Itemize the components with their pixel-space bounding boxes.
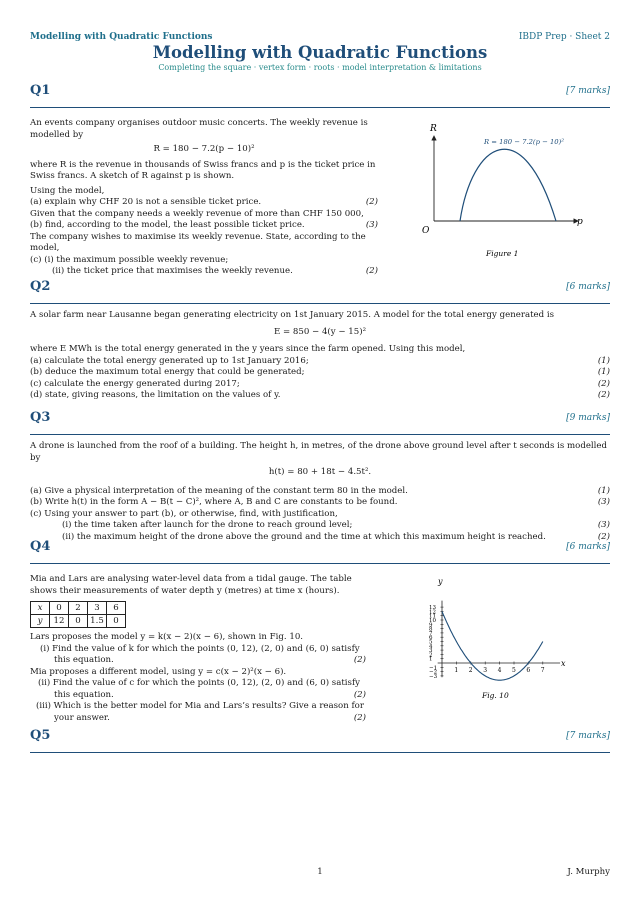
- q1-curve: [460, 149, 556, 221]
- x-tick-label: 1: [454, 667, 459, 674]
- running-header-title: Modelling with Quadratic Functions: [30, 32, 213, 42]
- q1-using: Using the model,: [30, 185, 105, 196]
- q2-part-b: (b) deduce the maximum total energy that could be generated; (1): [30, 367, 610, 377]
- q3-heading: [30, 410, 610, 435]
- q2-equation: E = 850 − 4(y − 15)²: [273, 326, 367, 337]
- q4-y-label: y: [438, 577, 443, 586]
- y-tick-label: 11: [429, 613, 436, 620]
- y-tick-label: 12: [429, 609, 436, 616]
- q1-body: [30, 118, 378, 278]
- q4-part-ii: (ii) Find the value of c for which the points (0, 12), (2, 0) and (6, 0) satisfy: [38, 678, 360, 688]
- q4-figure-caption: Fig. 10: [482, 691, 509, 700]
- x-tick-label: 6: [526, 667, 531, 674]
- page-number: 1: [317, 867, 323, 877]
- author-name: J. Murphy: [567, 867, 610, 877]
- x-tick-label: 5: [512, 667, 516, 674]
- q1-part-b: (b) find, according to the model, the least possible ticket price. (3): [30, 220, 378, 230]
- y-tick-label: −3: [429, 673, 438, 680]
- q4-part-i: (i) Find the value of k for which the points (0, 12), (2, 0) and (6, 0) satisfy: [40, 643, 360, 654]
- y-tick-label: 10: [429, 618, 436, 624]
- y-tick-label: 3: [429, 648, 433, 655]
- q2-intro: A solar farm near Lausanne began generating electricity on 1st January 2015. A model for the total energy generated is: [30, 310, 555, 320]
- q2-part-c: (c) calculate the energy generated during 2017; (2): [30, 378, 610, 389]
- q5-number: Q5: [30, 728, 51, 743]
- q1-y-label: R: [430, 124, 437, 134]
- x-tick-label: 3: [483, 667, 488, 674]
- q5-marks: [7 marks]: [566, 731, 610, 741]
- x-tick-label: 2: [468, 667, 473, 674]
- y-tick-label: 13: [429, 605, 436, 612]
- q4-mia: Mia proposes a different model, using y = c(x − 2)²(x − 6).: [30, 666, 287, 677]
- q2-marks: [6 marks]: [566, 282, 610, 292]
- q3-number: Q3: [30, 410, 51, 425]
- q1-figure: [410, 118, 610, 268]
- q4-heading: [30, 539, 610, 564]
- q4-intro: Mia and Lars are analysing water-level data from a tidal gauge. The table shows their measurements of water depth y (metres) at time x (hours).: [30, 574, 352, 596]
- q1-context: where R is the revenue in thousands of Swiss francs and p is the ticket price in Swiss francs. A sketch of R against p is shown.: [30, 159, 376, 181]
- q1-curve-label: R = 180 − 7.2(p − 10)²: [484, 138, 564, 146]
- q4-data-table: [30, 601, 126, 628]
- q3-equation: h(t) = 80 + 18t − 4.5t².: [268, 467, 372, 477]
- q4-x-label: x: [561, 659, 566, 668]
- q3-intro: A drone is launched from the roof of a building. The height h, in metres, of the drone above ground level after t seconds is modelled by: [30, 441, 608, 463]
- running-header-sheet: IBDP Prep · Sheet 2: [518, 32, 610, 42]
- y-tick-label: 2: [429, 652, 433, 659]
- q1-number: Q1: [30, 83, 51, 98]
- q5-heading: [30, 728, 610, 753]
- y-tick-label: 7: [429, 630, 433, 637]
- q2-number: Q2: [30, 279, 51, 294]
- y-tick-label: 1: [429, 656, 433, 663]
- q1-part-c-i: (c) (i) the maximum possible weekly revenue;: [30, 254, 229, 265]
- q4-part-iii-cont: your answer. (2): [54, 712, 366, 723]
- y-tick-label: −2: [429, 669, 438, 676]
- q2-context: where E MWh is the total energy generated in the y years since the farm opened. Using this model,: [30, 344, 466, 354]
- page-subtitle: Completing the square · vertex form · roots · model interpretation & limitations: [158, 63, 482, 72]
- y-tick-label: 9: [429, 622, 433, 629]
- q2-part-d: (d) state, giving reasons, the limitation on the values of y. (2): [30, 390, 610, 400]
- y-tick-label: 5: [429, 639, 433, 646]
- q2-heading: [30, 279, 610, 304]
- q2-body: [30, 310, 610, 402]
- q1-part-a: (a) explain why CHF 20 is not a sensible ticket price. (2): [30, 197, 378, 207]
- q1-x-label: p: [577, 217, 583, 227]
- table-row: x 0 2 3 6: [31, 602, 126, 615]
- q3-body: [30, 441, 610, 543]
- q1-part-c-ii: (ii) the ticket price that maximises the weekly revenue. (2): [52, 266, 378, 276]
- page-title: Modelling with Quadratic Functions: [152, 43, 488, 62]
- x-tick-label: 4: [497, 667, 502, 674]
- q2-part-a: (a) calculate the total energy generated up to 1st January 2016; (1): [30, 355, 610, 366]
- q3-marks: [9 marks]: [566, 413, 610, 423]
- table-row: y 12 0 1.5 0: [31, 615, 126, 628]
- q1-heading: [30, 83, 610, 108]
- q4-figure: [418, 574, 578, 704]
- q1-marks: [7 marks]: [566, 86, 610, 96]
- y-tick-label: −1: [429, 665, 438, 672]
- y-tick-label: 8: [429, 626, 433, 633]
- q1-origin-label: O: [422, 226, 430, 236]
- q1-equation: R = 180 − 7.2(p − 10)²: [153, 144, 255, 154]
- q4-body: [30, 574, 366, 724]
- y-tick-label: 6: [429, 635, 433, 642]
- q3-part-c-i: (i) the time taken after launch for the drone to reach ground level; (3): [62, 520, 610, 530]
- q4-part-ii-cont: this equation. (2): [54, 689, 366, 700]
- q4-axes: [429, 601, 560, 681]
- q1-wishes: The company wishes to maximise its weekly revenue. State, according to the model,: [30, 231, 366, 253]
- q3-part-a: (a) Give a physical interpretation of the meaning of the constant term 80 in the model. (1): [30, 485, 610, 496]
- x-tick-label: 7: [540, 667, 545, 674]
- q3-part-c: (c) Using your answer to part (b), or otherwise, find, with justification,: [30, 508, 338, 519]
- q1-intro: An events company organises outdoor music concerts. The weekly revenue is modelled by: [30, 118, 368, 140]
- q4-lars: Lars proposes the model y = k(x − 2)(x − 6), shown in Fig. 10.: [30, 632, 304, 642]
- q3-part-b: (b) Write h(t) in the form A − B(t − C)², where A, B and C are constants to be found. (3): [30, 497, 610, 507]
- q1-figure-caption: Figure 1: [486, 249, 519, 258]
- y-tick-label: 4: [429, 643, 433, 650]
- q3-part-c-ii: (ii) the maximum height of the drone above the ground and the time at which this maximum height is reached. (2): [62, 531, 610, 542]
- q4-number: Q4: [30, 539, 51, 554]
- q4-part-iii: (iii) Which is the better model for Mia and Lars’s results? Give a reason for: [36, 701, 364, 711]
- q4-part-i-cont: this equation. (2): [54, 655, 366, 665]
- q4-marks: [6 marks]: [566, 542, 610, 552]
- q1-given: Given that the company needs a weekly revenue of more than CHF 150 000,: [30, 208, 364, 219]
